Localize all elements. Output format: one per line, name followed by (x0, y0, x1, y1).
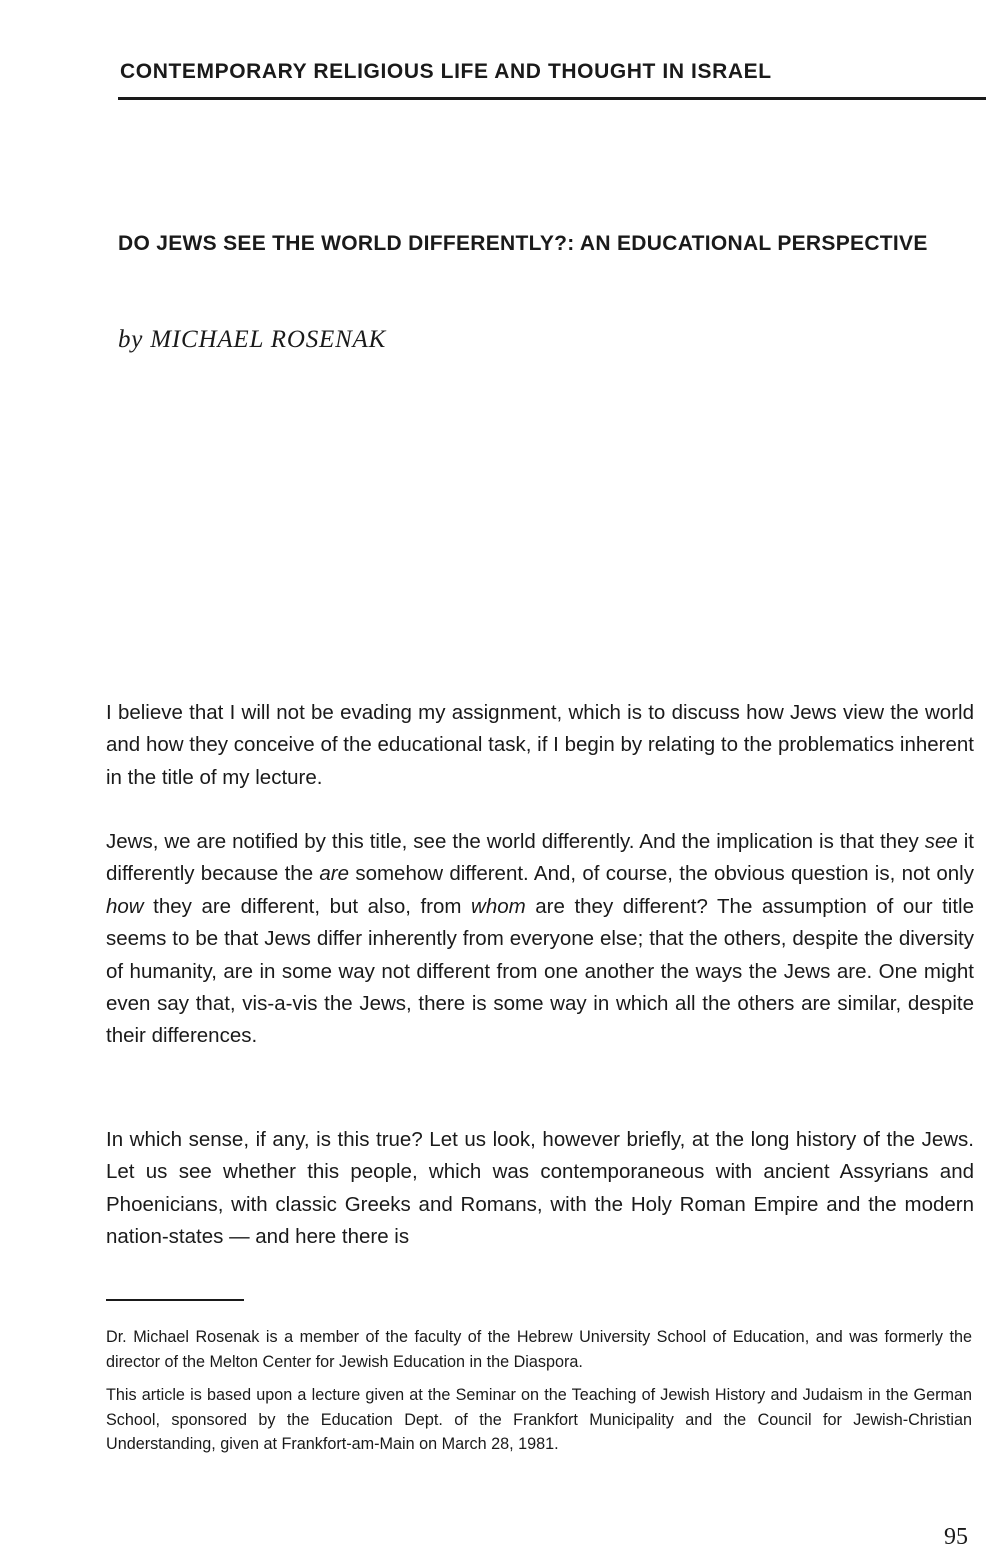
body-text-run: they are different, but also, from (143, 894, 472, 918)
body-text-run: somehow different. And, of course, the obvious question is, not only (349, 862, 974, 886)
body-text-run: are they different? The assumption of our title seems to be that Jews differ inherently from everyone else; that the others, despite the diversity of humanity, are in some way not different from one another the ways the Jews are. One might even say that, vis-a-vis the Jews, there is some way in which all the others are similar, despite their differences. (106, 894, 974, 1048)
page-number: 95 (944, 1524, 968, 1550)
running-head-rule (118, 97, 986, 100)
footnote-separator (106, 1299, 244, 1301)
emphasis-how: how (106, 894, 144, 918)
body-text-run: Jews, we are notified by this title, see the world differently. And the implication is that they (106, 830, 925, 853)
emphasis-whom: whom (471, 894, 526, 918)
body-paragraph-3: In which sense, if any, is this true? Let us look, however briefly, at the long history of the Jews. Let us see whether this people, which was contemporaneous with ancient Assyrians and Phoenicians, with classic Greeks and Romans, with the Holy Roman Empire and the modern nation-states — and here there is (106, 1128, 974, 1249)
footnote-source-note: This article is based upon a lecture given at the Seminar on the Teaching of Jewish History and Judaism in the German School, sponsored by the Education Dept. of the Frankfort Municipality and the Council for Jewish-Christian Understanding, given at Frankfort-am-Main on March 28, 1981. (106, 1386, 972, 1454)
body-paragraph-1: I believe that I will not be evading my assignment, which is to discuss how Jews view the world and how they conceive of the educational task, if I begin by relating to the problematics inherent in the title of my lecture. (106, 701, 974, 789)
emphasis-are: are (319, 862, 350, 886)
article-byline: by MICHAEL ROSENAK (118, 326, 387, 353)
article-title: DO JEWS SEE THE WORLD DIFFERENTLY?: AN EDUCATIONAL PERSPECTIVE (118, 232, 928, 255)
footnote-author-bio: Dr. Michael Rosenak is a member of the faculty of the Hebrew University School of Education, and was formerly the director of the Melton Center for Jewish Education in the Diaspora. (106, 1328, 972, 1371)
body-paragraph-2 (106, 826, 974, 1053)
running-head: CONTEMPORARY RELIGIOUS LIFE AND THOUGHT IN ISRAEL (120, 60, 772, 83)
body-text-run: it differently because the (106, 830, 974, 886)
emphasis-see: see (924, 830, 958, 853)
